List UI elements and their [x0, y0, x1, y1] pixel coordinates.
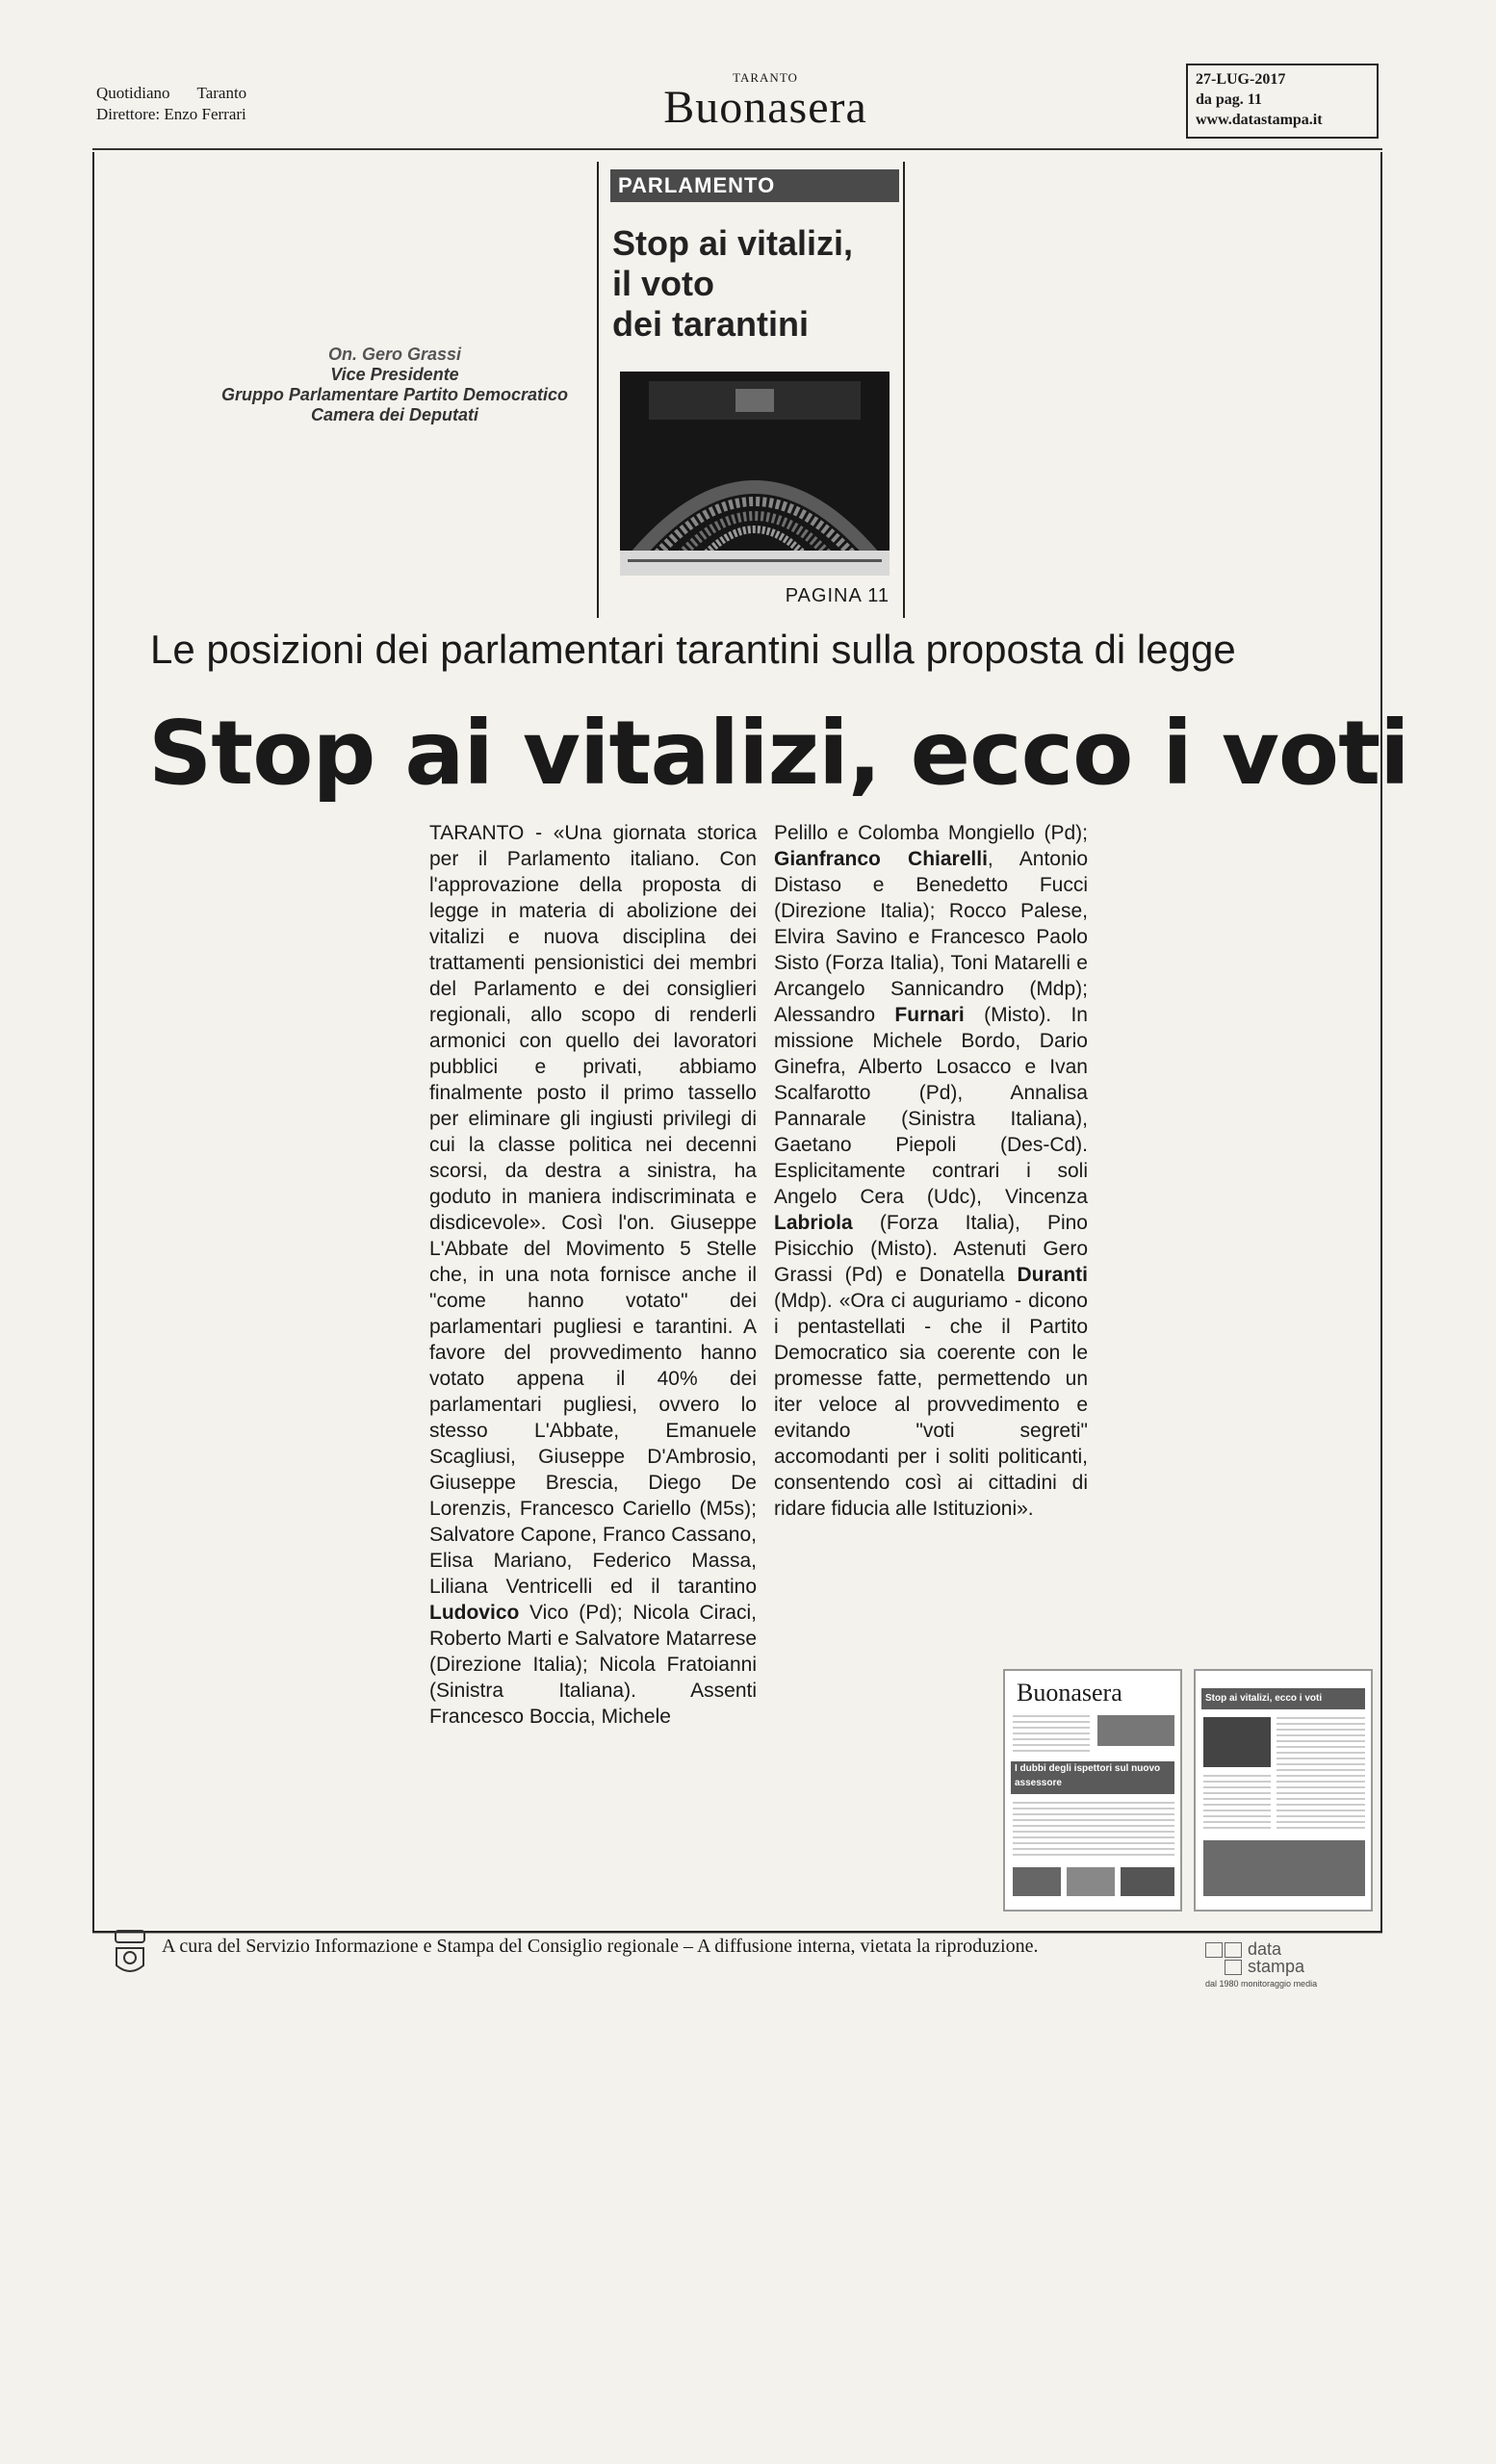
deputy-stamp [193, 345, 597, 425]
parliament-photo [620, 372, 890, 576]
inner-page-thumbnail [1194, 1669, 1373, 1912]
highlighted-name: Furnari [894, 1004, 965, 1026]
teaser-title-line: Stop ai vitalizi, [612, 223, 854, 263]
article-headline: Stop ai vitalizi, ecco i voti [148, 702, 1409, 805]
stamp-role: Vice Presidente [330, 365, 459, 384]
logo-word: data [1248, 1939, 1282, 1959]
teaser-title [612, 223, 896, 345]
masthead-city: TARANTO [733, 70, 798, 85]
logo-square-icon [1205, 1942, 1223, 1958]
highlighted-name: Gianfranco Chiarelli [774, 848, 988, 870]
article-column-1 [429, 820, 757, 1730]
highlighted-name: Labriola [774, 1212, 853, 1234]
teaser-section-tag: PARLAMENTO [610, 169, 899, 202]
thumbnail-headline: Stop ai vitalizi, ecco i voti [1201, 1688, 1365, 1709]
article-text: Vico (Pd); Nicola Ciraci, Roberto Marti e Salvatore Matarrese (Direzione Italia); Nicola Fratoianni (Sinistra Italiana). Assenti Francesco Boccia, Michele [429, 1602, 757, 1728]
clipping-info-box [1186, 64, 1379, 139]
parliament-hemicycle-image [620, 372, 890, 576]
director: Direttore: Enzo Ferrari [96, 105, 246, 123]
page-thumbnails [1003, 1669, 1373, 1912]
clip-date: 27-LUG-2017 [1196, 71, 1286, 88]
stamp-group: Gruppo Parlamentare Partito Democratico [220, 385, 569, 404]
logo-square-icon [1225, 1960, 1242, 1975]
footer-notice: A cura del Servizio Informazione e Stampa del Consiglio regionale – A diffusione interna, vietata la riproduzione. [162, 1936, 1039, 1957]
datastampa-logo [1205, 1937, 1379, 1994]
stamp-name: On. Gero Grassi [327, 345, 462, 364]
article-text: (Mdp). «Ora ci auguriamo - dicono i pentastellati - che il Partito Democratico sia coerente con le promesse fatte, permettendo un iter veloce al provvedimento e evitando "voti segreti" accomodanti per i soliti politicanti, consentendo così ai cittadini di ridare fiducia alle Istituzioni». [774, 1290, 1088, 1520]
front-page-teaser [597, 162, 905, 618]
stamp-chamber: Camera dei Deputati [310, 405, 479, 424]
highlighted-name: Duranti [1017, 1264, 1088, 1286]
article-paragraph [429, 820, 757, 1730]
article-paragraph [774, 820, 1088, 1522]
masthead [616, 71, 915, 131]
thumbnail-headline: I dubbi degli ispettori sul nuovo assessore [1011, 1761, 1174, 1794]
article-column-2 [774, 820, 1088, 1522]
logo-square-icon [1225, 1942, 1242, 1958]
highlighted-name: Ludovico [429, 1602, 520, 1624]
masthead-info [96, 83, 366, 125]
article-text: Pelillo e Colomba Mongiello (Pd); [774, 822, 1088, 844]
teaser-title-line: dei tarantini [612, 304, 810, 344]
publication-city: Taranto [196, 84, 247, 102]
article-kicker: Le posizioni dei parlamentari tarantini sulla proposta di legge [150, 627, 1236, 672]
thumbnail-masthead: Buonasera [1017, 1679, 1122, 1707]
clip-page-ref: da pag. 11 [1196, 91, 1262, 108]
masthead-title: Buonasera [663, 82, 867, 133]
front-page-thumbnail [1003, 1669, 1182, 1912]
footer-divider [92, 1933, 1382, 1934]
logo-tagline: dal 1980 monitoraggio media [1205, 1979, 1318, 1989]
article-text: (Misto). In missione Michele Bordo, Dario Ginefra, Alberto Losacco e Ivan Scalfarotto (Pd), Annalisa Pannarale (Sinistra Italiana), Gaetano Piepoli (Des-Cd). Esplicitamente contrari i soli Angelo Cera (Udc), Vincenza [774, 1004, 1088, 1208]
clip-site: www.datastampa.it [1196, 112, 1323, 128]
article-text: , Antonio Distaso e Benedetto Fucci (Direzione Italia); Rocco Palese, Elvira Savino e Francesco Paolo Sisto (Forza Italia), Toni Matarelli e Arcangelo Sannicandro (Mdp); Alessandro [774, 848, 1088, 1026]
teaser-page-number: PAGINA 11 [785, 585, 890, 606]
header-divider [92, 148, 1382, 150]
logo-word: stampa [1248, 1957, 1305, 1976]
teaser-title-line: il voto [612, 264, 714, 303]
article-text: (Forza Italia), Pino Pisicchio (Misto). Astenuti Gero Grassi (Pd) e Donatella [774, 1212, 1088, 1286]
regional-crest-icon [114, 1929, 146, 1979]
article-text: TARANTO - «Una giornata storica per il Parlamento italiano. Con l'approvazione della proposta di legge in materia di abolizione dei vitalizi e nuova disciplina dei trattamenti pensionistici dei membri del Parlamento e dei consiglieri regionali, allo scopo di renderli armonici con quello dei lavoratori pubblici e privati, abbiamo finalmente posto il primo tassello per eliminare gli ingiusti privilegi di cui la classe politica nei decenni scorsi, da destra a sinistra, ha goduto in maniera indiscriminata e disdicevole». Così l'on. Giuseppe L'Abbate del Movimento 5 Stelle che, in una nota fornisce anche il "come hanno votato" dei parlamentari pugliesi e tarantini. A favore del provvedimento hanno votato appena il 40% dei parlamentari pugliesi, ovvero lo stesso L'Abbate, Emanuele Scagliusi, Giuseppe D'Ambrosio, Giuseppe Brescia, Diego De Lorenzis, Francesco Cariello (M5s); Salvatore Capone, Franco Cassano, Elisa Mariano, Federico Massa, Liliana Ventricelli ed il tarantino [429, 822, 757, 1598]
publication-type: Quotidiano [96, 84, 170, 102]
